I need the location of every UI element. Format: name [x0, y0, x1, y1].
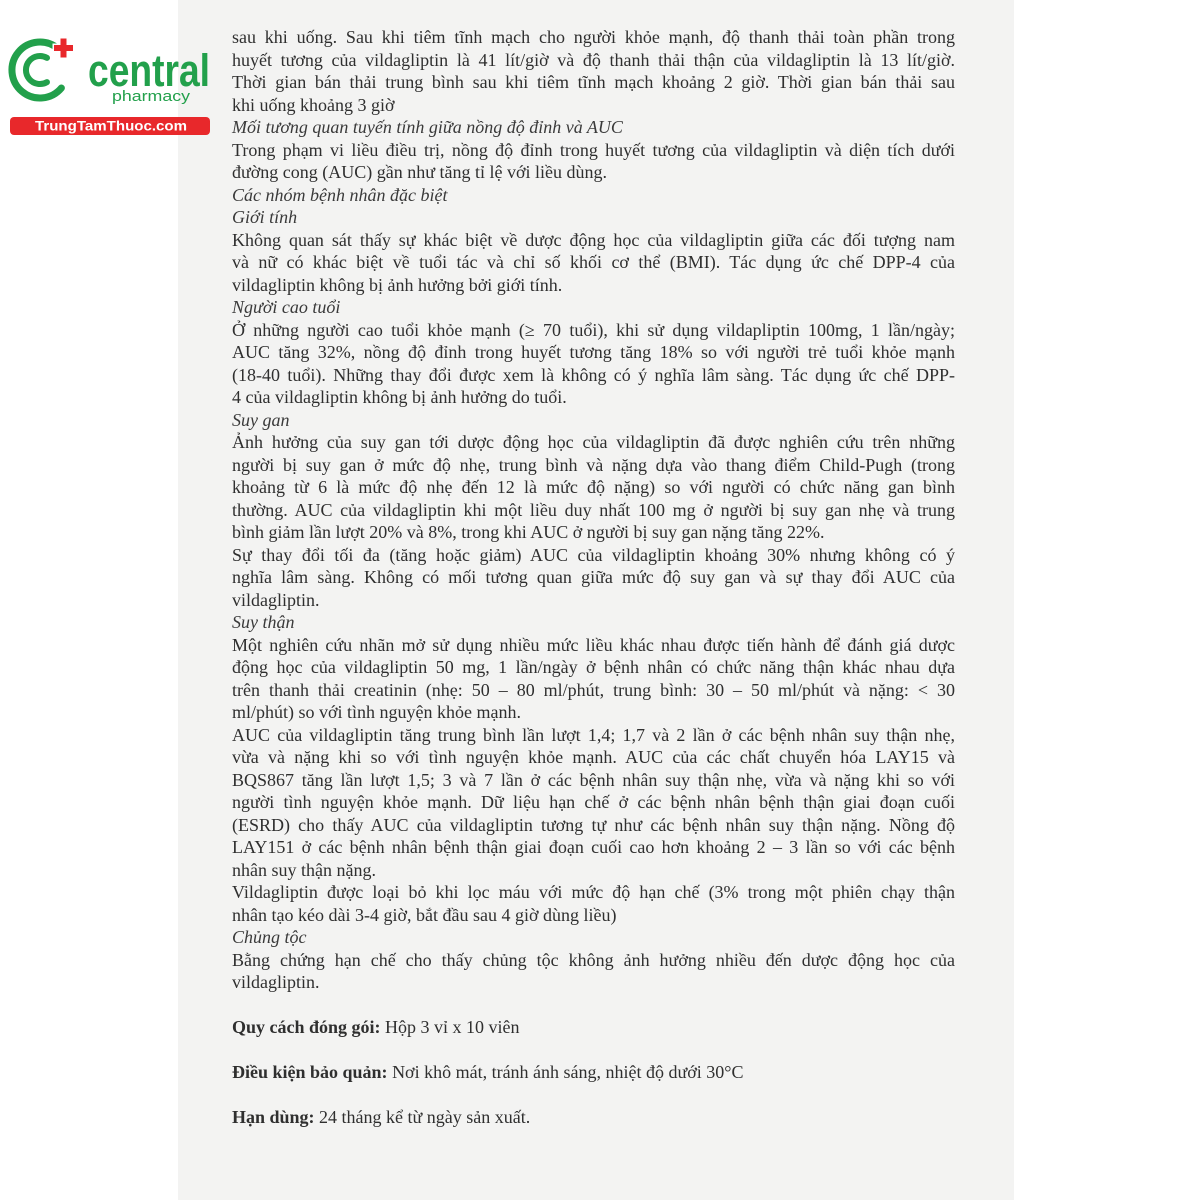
- paragraph-line: Sự thay đổi tối đa (tăng hoặc giảm) AUC của vildagliptin khoảng 30% nhưng không có ý: [232, 544, 955, 565]
- paragraph-line: Ở những người cao tuổi khỏe mạnh (≥ 70 tuổi), khi sử dụng vildapliptin 100mg, 1 lần/ngày;: [232, 319, 955, 340]
- paragraph-line: trên thanh thải creatinin (nhẹ: 50 – 80 ml/phút, trung bình: 30 – 50 ml/phút và nặng: < 30: [232, 679, 955, 700]
- paragraph-line: vừa và nặng khi so với tình nguyện khỏe mạnh. AUC của các chất chuyển hóa LAY15 và: [232, 747, 955, 767]
- paragraph-line: vildagliptin.: [232, 972, 320, 992]
- paragraph-line: (ESRD) cho thấy AUC của vildagliptin tương tự như các bệnh nhân suy thận nặng. Nồng độ: [232, 814, 955, 835]
- paragraph-line: vildagliptin.: [232, 589, 320, 610]
- shelf-life-info: [232, 1106, 955, 1129]
- shelf-life-value: 24 tháng kể từ ngày sản xuất.: [319, 1107, 531, 1127]
- brand-tagline: pharmacy: [112, 88, 191, 105]
- paragraph-line: người bị suy gan ở mức độ nhẹ, trung bình và nặng dựa vào thang điểm Child-Pugh (trong: [232, 454, 955, 475]
- section-heading: Người cao tuổi: [232, 297, 341, 317]
- paragraph-line: Không quan sát thấy sự khác biệt về dược động học của vildagliptin giữa các đối tượng nam: [232, 229, 955, 250]
- paragraph-line: Ảnh hưởng của suy gan tới dược động học của vildagliptin đã được nghiên cứu trên những: [232, 432, 955, 452]
- paragraph-line: nghĩa lâm sàng. Không có mối tương quan giữa mức độ suy gan và sự thay đổi AUC của: [232, 567, 955, 587]
- packaging-value: Hộp 3 vỉ x 10 viên: [385, 1017, 520, 1037]
- packaging-label: Quy cách đóng gói:: [232, 1017, 381, 1037]
- website-banner-text: TrungTamThuoc.com: [35, 118, 187, 134]
- section-heading: Mối tương quan tuyến tính giữa nồng độ đỉnh và AUC: [232, 117, 623, 137]
- storage-info: [232, 1061, 955, 1084]
- paragraph-line: Trong phạm vi liều điều trị, nồng độ đỉnh trong huyết tương của vildagliptin và diện tích dưới: [232, 139, 955, 160]
- paragraph-line: (18-40 tuổi). Những thay đổi được xem là không có ý nghĩa lâm sàng. Tác dụng ức chế DPP-: [232, 364, 955, 385]
- paragraph-line: và nữ có khác biệt về tuổi tác và chỉ số khối cơ thể (BMI). Tác dụng ức chế DPP-4 của: [232, 252, 955, 272]
- document-body: [232, 26, 955, 1129]
- paragraph-line: động học của vildagliptin 50 mg, 1 lần/ngày ở bệnh nhân có chức năng thận khác nhau dựa: [232, 657, 955, 677]
- brand-name: central: [88, 45, 210, 96]
- section-heading: Giới tính: [232, 207, 298, 227]
- red-cross-icon: [53, 37, 75, 59]
- section-heading: Suy thận: [232, 612, 295, 632]
- paragraph-line: bình giảm lần lượt 20% và 8%, trong khi AUC ở người bị suy gan nặng tăng 22%.: [232, 522, 825, 542]
- paragraph-line: huyết tương của vildagliptin là 41 lít/giờ và độ thanh thải thận của vildagliptin là 13 lít/giờ.: [232, 49, 955, 70]
- paragraph-line: AUC của vildagliptin tăng trung bình lần lượt 1,4; 1,7 và 2 lần ở các bệnh nhân suy thận nhẹ,: [232, 724, 955, 745]
- paragraph-line: khi uống khoảng 3 giờ: [232, 94, 395, 115]
- paragraph-line: Một nghiên cứu nhãn mở sử dụng nhiều mức liều khác nhau được tiến hành để đánh giá dược: [232, 634, 955, 655]
- paragraph-line: đường cong (AUC) gần như tăng tỉ lệ với liều dùng.: [232, 162, 607, 182]
- packaging-info: [232, 1016, 955, 1039]
- paragraph-line: khoảng từ 6 là mức độ nhẹ đến 12 là mức độ nặng) so với người có chức năng gan bình: [232, 477, 955, 497]
- paragraph-line: Thời gian bán thải trung bình sau khi tiêm tĩnh mạch khoảng 2 giờ. Thời gian bán thải sau: [232, 72, 955, 92]
- paragraph-line: nhân tạo kéo dài 3-4 giờ, bắt đầu sau 4 giờ dùng liều): [232, 904, 617, 925]
- storage-label: Điều kiện bảo quản:: [232, 1062, 388, 1082]
- spacer: [232, 994, 955, 1017]
- storage-value: Nơi khô mát, tránh ánh sáng, nhiệt độ dưới 30°C: [392, 1062, 744, 1082]
- paragraph-line: Vildagliptin được loại bỏ khi lọc máu với mức độ hạn chế (3% trong một phiên chạy thận: [232, 882, 955, 902]
- paragraph-line: ml/phút) so với tình nguyện khỏe mạnh.: [232, 702, 521, 722]
- paragraph-line: vildagliptin không bị ảnh hưởng bởi giới tính.: [232, 274, 563, 295]
- paragraph-line: 4 của vildagliptin không bị ảnh hưởng do tuổi.: [232, 387, 567, 407]
- paragraph-line: Bằng chứng hạn chế cho thấy chủng tộc không ảnh hưởng nhiều đến dược động học của: [232, 949, 955, 970]
- section-heading: Suy gan: [232, 409, 290, 430]
- paragraph-line: nhân suy thận nặng.: [232, 859, 376, 880]
- paragraph-line: AUC tăng 32%, nồng độ đỉnh trong huyết tương tăng 18% so với người trẻ tuổi khỏe mạnh: [232, 342, 955, 362]
- section-heading: Chủng tộc: [232, 927, 307, 947]
- paragraph-line: người tình nguyện khỏe mạnh. Dữ liệu hạn chế ở các bệnh nhân bệnh thận giai đoạn cuối: [232, 792, 955, 812]
- paragraph-line: sau khi uống. Sau khi tiêm tĩnh mạch cho người khỏe mạnh, độ thanh thải toàn phần trong: [232, 27, 955, 47]
- pharmacy-logo-graphic: [6, 34, 216, 138]
- spacer: [232, 1039, 955, 1062]
- paragraph-line: LAY151 ở các bệnh nhân bệnh thận giai đoạn cuối cao hơn khoảng 2 – 3 lần so với các bệnh: [232, 837, 955, 857]
- section-heading: Các nhóm bệnh nhân đặc biệt: [232, 184, 448, 205]
- shelf-life-label: Hạn dùng:: [232, 1107, 315, 1127]
- spacer: [232, 1084, 955, 1107]
- paragraph-line: BQS867 tăng lần lượt 1,5; 3 và 7 lần ở các bệnh nhân suy thận nhẹ, vừa và nặng khi so với: [232, 769, 955, 790]
- pharmacy-logo: [6, 34, 216, 138]
- paragraph-line: thường. AUC của vildagliptin khi một liều duy nhất 100 mg ở người bị suy gan nhẹ và trung: [232, 499, 955, 520]
